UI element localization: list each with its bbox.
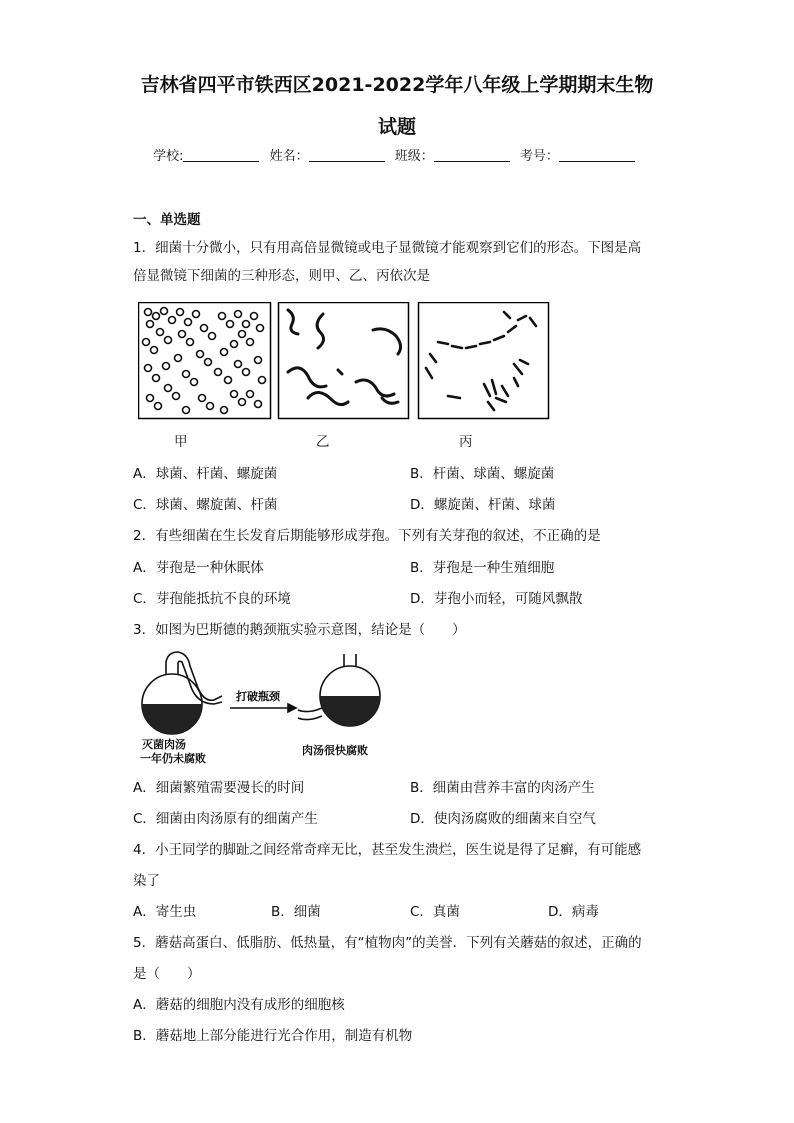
panel-bing-bacilli — [419, 303, 549, 419]
break-neck-label: 打破瓶颈 — [236, 690, 280, 703]
exam-title-line2: 试题 — [377, 116, 416, 138]
q1-option-a[interactable]: A．球菌、杆菌、螺旋菌 — [133, 466, 278, 482]
section-heading: 一、单选题 — [133, 212, 201, 228]
q2-stem: 2．有些细菌在生长发育后期能够形成芽孢。下列有关芽孢的叙述，不正确的是 — [133, 528, 601, 544]
q2-option-c[interactable]: C．芽孢能抵抗不良的环境 — [133, 591, 291, 607]
name-blank[interactable] — [309, 148, 385, 162]
school-label: 学校: — [153, 149, 184, 164]
student-info-row — [0, 145, 794, 164]
q1-stem-line1: 1．细菌十分微小，只有用高倍显微镜或电子显微镜才能观察到它们的形态。下图是高 — [133, 240, 642, 256]
name-label: 姓名： — [269, 149, 309, 164]
q4-option-d[interactable]: D．病毒 — [548, 904, 599, 920]
number-blank[interactable] — [559, 148, 635, 162]
caption-yi: 乙 — [316, 434, 330, 450]
intact-swan-neck-flask — [142, 652, 222, 734]
q1-option-c[interactable]: C．球菌、螺旋菌、杆菌 — [133, 497, 278, 513]
q3-stem: 3．如图为巴斯德的鹅颈瓶实验示意图，结论是（ ） — [133, 622, 466, 638]
panel-yi-spirilla — [279, 303, 409, 419]
q1-option-b[interactable]: B．杆菌、球菌、螺旋菌 — [410, 466, 555, 482]
bacteria-figure — [138, 302, 550, 424]
q4-option-a[interactable]: A．寄生虫 — [133, 904, 197, 920]
broken-flask — [298, 654, 380, 726]
q5-option-b[interactable]: B．蘑菇地上部分能进行光合作用，制造有机物 — [133, 1028, 413, 1044]
school-blank[interactable] — [183, 148, 259, 162]
class-blank[interactable] — [434, 148, 510, 162]
pasteur-flask-figure — [138, 640, 388, 740]
number-label: 考号： — [519, 149, 559, 164]
q4-stem-line1: 4．小王同学的脚趾之间经常奇痒无比，甚至发生溃烂，医生说是得了足癣，有可能感 — [133, 842, 642, 858]
arrow — [230, 704, 296, 712]
q5-stem-line1: 5．蘑菇高蛋白、低脂肪、低热量，有“植物肉”的美誉．下列有关蘑菇的叙述，正确的 — [133, 935, 642, 951]
q3-option-b[interactable]: B．细菌由营养丰富的肉汤产生 — [410, 780, 595, 796]
class-label: 班级： — [394, 149, 434, 164]
exam-title-line1: 吉林省四平市铁西区2021-2022学年八年级上学期期末生物 — [140, 74, 654, 96]
q5-stem-line2: 是（ ） — [133, 966, 201, 982]
flask-right-label: 肉汤很快腐败 — [302, 744, 368, 757]
flask-left-label-2: 一年仍未腐败 — [140, 752, 206, 765]
q1-stem-line2: 倍显微镜下细菌的三种形态，则甲、乙、丙依次是 — [133, 268, 430, 284]
q4-option-c[interactable]: C．真菌 — [410, 904, 460, 920]
q4-stem-line2: 染了 — [133, 873, 160, 889]
flask-left-label-1: 灭菌肉汤 — [142, 738, 186, 751]
caption-jia: 甲 — [174, 434, 188, 450]
q2-option-d[interactable]: D．芽孢小而轻，可随风飘散 — [410, 591, 583, 607]
q3-option-d[interactable]: D．使肉汤腐败的细菌来自空气 — [410, 811, 596, 827]
q1-option-d[interactable]: D．螺旋菌、杆菌、球菌 — [410, 497, 556, 513]
q4-option-b[interactable]: B．细菌 — [271, 904, 321, 920]
panel-jia-cocci — [139, 303, 271, 419]
q3-option-c[interactable]: C．细菌由肉汤原有的细菌产生 — [133, 811, 318, 827]
q5-option-a[interactable]: A．蘑菇的细胞内没有成形的细胞核 — [133, 997, 345, 1013]
q2-option-a[interactable]: A．芽孢是一种休眠体 — [133, 560, 264, 576]
caption-bing: 丙 — [459, 434, 473, 450]
q3-option-a[interactable]: A．细菌繁殖需要漫长的时间 — [133, 780, 305, 796]
q2-option-b[interactable]: B．芽孢是一种生殖细胞 — [410, 560, 555, 576]
